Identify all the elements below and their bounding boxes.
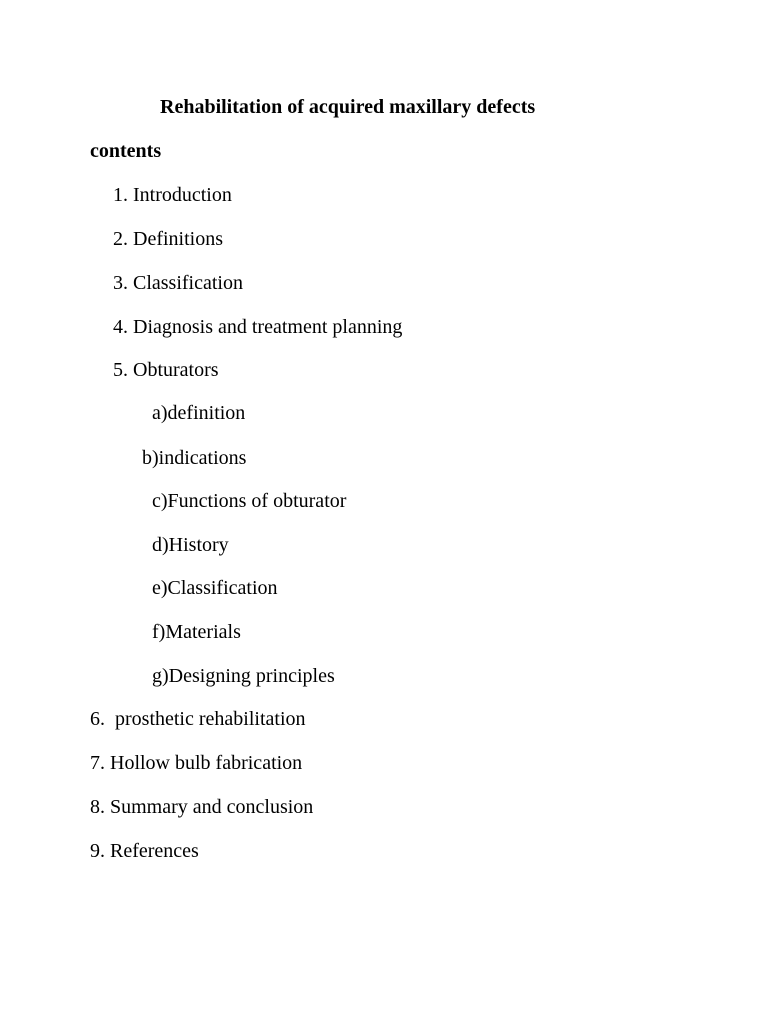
toc-item-introduction: 1. Introduction [113, 184, 232, 206]
toc-subitem-classification: e)Classification [152, 577, 278, 599]
toc-item-prosthetic: 6. prosthetic rehabilitation [90, 708, 306, 730]
document-title: Rehabilitation of acquired maxillary defects [160, 96, 536, 118]
toc-item-hollow-bulb: 7. Hollow bulb fabrication [90, 752, 303, 774]
toc-item-obturators: 5. Obturators [113, 359, 219, 381]
toc-subitem-materials: f)Materials [152, 621, 241, 643]
toc-subitem-functions: c)Functions of obturator [152, 490, 347, 512]
toc-subitem-definition: a)definition [152, 402, 246, 424]
toc-subitem-history: d)History [152, 534, 229, 556]
toc-item-classification: 3. Classification [113, 272, 243, 294]
toc-item-diagnosis: 4. Diagnosis and treatment planning [113, 316, 403, 338]
toc-item-references: 9. References [90, 840, 199, 862]
toc-item-definitions: 2. Definitions [113, 228, 223, 250]
toc-subitem-indications: b)indications [142, 447, 247, 469]
toc-subitem-designing: g)Designing principles [152, 665, 335, 687]
contents-heading: contents [90, 140, 162, 162]
toc-item-summary: 8. Summary and conclusion [90, 796, 314, 818]
